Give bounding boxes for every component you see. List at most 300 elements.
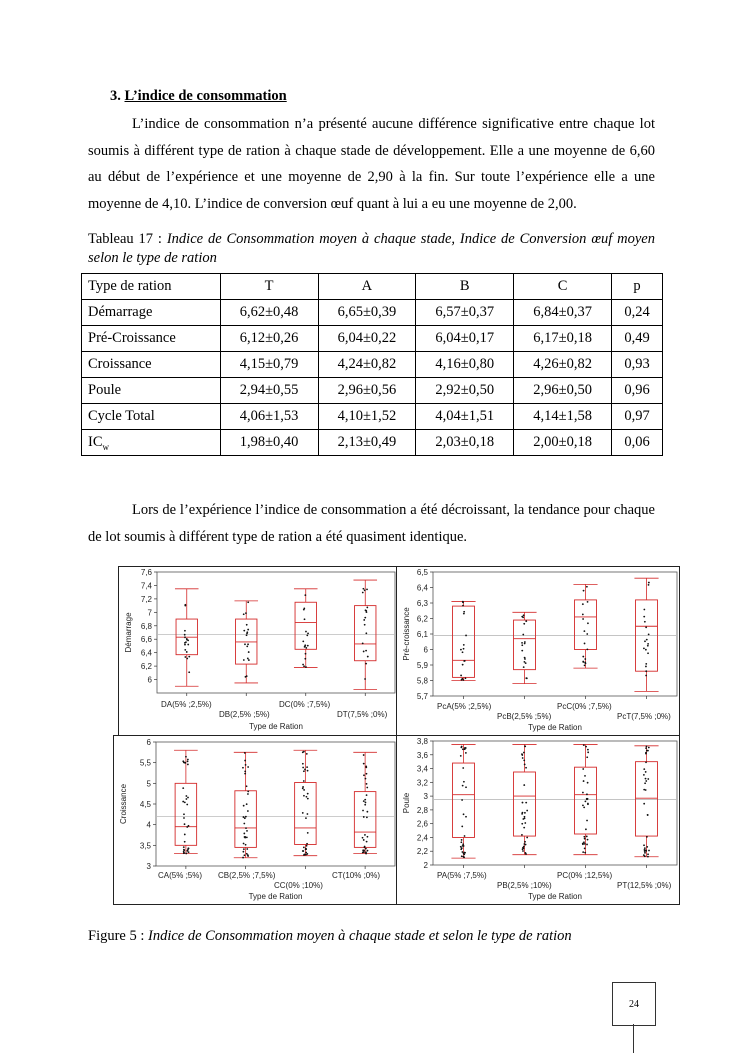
data-point: [586, 844, 588, 846]
data-point: [247, 658, 249, 660]
box-group: [634, 745, 658, 857]
y-tick-label: 6,8: [140, 621, 152, 631]
data-point: [306, 843, 308, 845]
data-point: [523, 784, 525, 786]
data-point: [587, 749, 589, 751]
data-point: [187, 797, 189, 799]
boxplot-precroissance: [397, 567, 679, 735]
cell: 6,04±0,22: [318, 326, 416, 352]
data-point: [247, 643, 249, 645]
data-point: [302, 812, 304, 814]
data-point: [463, 660, 465, 662]
data-point: [462, 843, 464, 845]
category-label: PA(5% ;7,5%): [437, 871, 487, 880]
data-point: [645, 649, 647, 651]
data-point: [465, 635, 467, 637]
box-group: [294, 750, 318, 856]
table-row: [82, 378, 663, 404]
data-point: [523, 614, 525, 616]
data-point: [183, 852, 185, 854]
section-heading: [110, 88, 287, 105]
data-point: [583, 590, 585, 592]
data-point: [247, 791, 249, 793]
data-point: [521, 813, 523, 815]
data-point: [243, 816, 245, 818]
data-point: [521, 823, 523, 825]
data-point: [246, 848, 248, 850]
data-point: [184, 656, 186, 658]
data-point: [243, 833, 245, 835]
y-tick-label: 6,1: [416, 630, 428, 639]
data-point: [644, 782, 646, 784]
data-point: [303, 854, 305, 856]
category-label: DT(7,5% ;0%): [337, 710, 388, 719]
y-tick-label: 6,5: [416, 568, 428, 577]
data-point: [522, 757, 524, 759]
data-point: [647, 645, 649, 647]
header-c: C: [514, 274, 612, 300]
data-point: [523, 843, 525, 845]
icw-subscript: w: [102, 441, 109, 452]
data-point: [365, 663, 367, 665]
table-caption: [88, 230, 655, 268]
data-point: [643, 647, 645, 649]
data-point: [587, 751, 589, 753]
data-point: [587, 622, 589, 624]
data-point: [243, 848, 245, 850]
category-label: PB(2,5% ;10%): [497, 881, 552, 890]
data-point: [362, 837, 364, 839]
data-point: [364, 589, 366, 591]
data-point: [462, 845, 464, 847]
data-point: [243, 659, 245, 661]
cell: 0,97: [612, 404, 663, 430]
data-point: [461, 679, 463, 681]
y-tick-label: 6,2: [140, 662, 152, 672]
data-point: [645, 670, 647, 672]
data-point: [523, 752, 525, 754]
data-point: [583, 744, 585, 746]
data-point: [524, 841, 526, 843]
data-point: [647, 814, 649, 816]
data-point: [304, 594, 306, 596]
data-point: [247, 810, 249, 812]
data-point: [363, 774, 365, 776]
y-tick-label: 6: [146, 738, 151, 747]
x-axis-label: Type de Ration: [248, 892, 303, 901]
box-iqr: [575, 600, 597, 650]
chart-panel-croissance: [113, 735, 398, 905]
data-point: [304, 644, 306, 646]
data-point: [304, 769, 306, 771]
data-point: [185, 853, 187, 855]
boxplot-demarrage: [119, 567, 397, 735]
data-point: [586, 756, 588, 758]
page-number-box: [612, 982, 656, 1026]
data-point: [184, 801, 186, 803]
data-point: [584, 843, 586, 845]
data-point: [645, 778, 647, 780]
data-point: [306, 753, 308, 755]
data-point: [186, 658, 188, 660]
data-point: [525, 802, 527, 804]
category-label: CC(0% ;10%): [274, 881, 323, 890]
data-point: [460, 675, 462, 677]
data-point: [307, 770, 309, 772]
data-point: [584, 664, 586, 666]
data-point: [582, 614, 584, 616]
data-point: [522, 802, 524, 804]
plot-frame: [157, 572, 395, 693]
category-label: DC(0% ;7,5%): [279, 700, 331, 709]
data-point: [521, 642, 523, 644]
cell: 2,94±0,55: [220, 378, 318, 404]
category-label: CA(5% ;5%): [158, 871, 203, 880]
box-group: [573, 584, 597, 668]
y-axis-label: Pré-croissance: [402, 607, 411, 661]
data-point: [524, 818, 526, 820]
y-tick-label: 4: [146, 820, 151, 830]
section-title: L’indice de consommation: [124, 88, 287, 104]
category-label: PT(12,5% ;0%): [617, 881, 672, 890]
boxplot-croissance: [114, 736, 397, 904]
data-point: [461, 826, 463, 828]
boxplot-poule: [397, 736, 679, 904]
data-point: [305, 647, 307, 649]
data-point: [367, 656, 369, 658]
data-point: [460, 841, 462, 843]
data-point: [587, 798, 589, 800]
data-point: [366, 783, 368, 785]
data-point: [582, 768, 584, 770]
data-point: [582, 805, 584, 807]
data-point: [586, 793, 588, 795]
box-iqr: [453, 763, 475, 837]
data-point: [247, 855, 249, 857]
data-point: [645, 747, 647, 749]
data-point: [302, 786, 304, 788]
data-point: [247, 629, 249, 631]
data-point: [583, 836, 585, 838]
data-point: [184, 604, 186, 606]
header-t: T: [220, 274, 318, 300]
data-point: [244, 773, 246, 775]
y-tick-label: 6,3: [416, 599, 428, 608]
table-row: [82, 300, 663, 326]
data-point: [648, 582, 650, 584]
box-group: [451, 601, 475, 681]
y-tick-label: 3,2: [416, 778, 428, 788]
data-point: [183, 813, 185, 815]
data-point: [461, 799, 463, 801]
data-point: [362, 588, 364, 590]
table-row: [82, 326, 663, 352]
data-point: [525, 853, 527, 855]
box-group: [174, 750, 198, 854]
data-point: [583, 841, 585, 843]
data-point: [363, 800, 365, 802]
data-point: [463, 648, 465, 650]
data-point: [187, 764, 189, 766]
y-axis-label: Poule: [402, 792, 411, 814]
data-point: [246, 631, 248, 633]
data-point: [643, 616, 645, 618]
data-point: [463, 781, 465, 783]
data-point: [526, 677, 528, 679]
data-point: [184, 649, 186, 651]
chart-panel-poule: [396, 735, 680, 905]
box-group: [353, 752, 377, 854]
data-point: [522, 850, 524, 852]
data-point: [306, 634, 308, 636]
data-point: [645, 675, 647, 677]
data-point: [182, 801, 184, 803]
data-point: [367, 836, 369, 838]
data-point: [303, 789, 305, 791]
data-point: [587, 782, 589, 784]
data-point: [187, 644, 189, 646]
data-point: [523, 623, 525, 625]
data-point: [524, 812, 526, 814]
y-tick-label: 3,4: [416, 764, 428, 774]
category-label: PcC(0% ;7,5%): [557, 702, 612, 711]
box-group: [512, 612, 536, 683]
category-label: DA(5% ;2,5%): [161, 700, 212, 709]
y-tick-label: 7,2: [140, 594, 152, 604]
data-point: [187, 639, 189, 641]
data-point: [523, 827, 525, 829]
data-point: [584, 658, 586, 660]
page-number-rule: [633, 1024, 634, 1053]
cell: 2,03±0,18: [416, 430, 514, 456]
data-point: [587, 803, 589, 805]
data-point: [186, 651, 188, 653]
cell: 4,15±0,79: [220, 352, 318, 378]
data-point: [645, 753, 647, 755]
data-point: [306, 845, 308, 847]
y-tick-label: 3: [423, 792, 428, 802]
data-point: [243, 843, 245, 845]
data-point: [645, 666, 647, 668]
data-point: [186, 850, 188, 852]
data-point: [646, 639, 648, 641]
data-point: [185, 795, 187, 797]
data-point: [183, 846, 185, 848]
data-point: [365, 851, 367, 853]
data-point: [363, 816, 365, 818]
y-tick-label: 7: [147, 608, 152, 618]
data-point: [465, 752, 467, 754]
data-point: [244, 817, 246, 819]
chart-panel-precroissance: [396, 566, 680, 736]
data-point: [365, 632, 367, 634]
data-point: [461, 746, 463, 748]
data-point: [366, 607, 368, 609]
data-point: [462, 605, 464, 607]
paragraph-1: L’indice de consommation n’a présenté aucune différence significative entre chaque lot soumis à différent type de ration à chaque stade de développement. Elle a une moyenne de 6,60 au début de l’expérience et une moyenne de 2,90 à la fin. Sur toute l’expérience elle a une moyenne de 4,10. L’indice de conversion œuf quant à lui a eu une moyenne de 2,00.: [88, 116, 655, 212]
cell: 0,06: [612, 430, 663, 456]
data-point: [243, 805, 245, 807]
header-a: A: [318, 274, 416, 300]
data-point: [645, 626, 647, 628]
row-label: Pré-Croissance: [82, 326, 221, 352]
data-point: [244, 752, 246, 754]
data-point: [465, 816, 467, 818]
cell: 6,57±0,37: [416, 300, 514, 326]
data-point: [462, 767, 464, 769]
data-point: [366, 773, 368, 775]
data-point: [302, 763, 304, 765]
figure-caption-title: Indice de Consommation moyen à chaque stade et selon le type de ration: [148, 928, 572, 944]
cell: 4,04±1,51: [416, 404, 514, 430]
y-tick-label: 6,4: [140, 648, 152, 658]
figure-caption-prefix: Figure 5 :: [88, 928, 149, 944]
data-point: [365, 650, 367, 652]
y-tick-label: 2,8: [416, 805, 428, 815]
data-point: [302, 751, 304, 753]
category-label: PcT(7,5% ;0%): [617, 712, 671, 721]
data-point: [242, 857, 244, 859]
data-point: [246, 853, 248, 855]
row-label-icw: [82, 430, 221, 456]
data-point: [582, 792, 584, 794]
y-tick-label: 2,2: [416, 847, 428, 857]
data-point: [463, 853, 465, 855]
row-label: Cycle Total: [82, 404, 221, 430]
data-point: [646, 846, 648, 848]
table-caption-title: Indice de Consommation moyen à chaque stade, Indice de Conversion œuf moyen selon le type de ration: [88, 231, 655, 266]
data-point: [306, 766, 308, 768]
data-point: [366, 841, 368, 843]
data-point: [460, 755, 462, 757]
data-point: [305, 666, 307, 668]
row-label: Démarrage: [82, 300, 221, 326]
data-point: [365, 778, 367, 780]
data-point: [645, 789, 647, 791]
data-point: [304, 658, 306, 660]
data-point: [363, 839, 365, 841]
data-point: [645, 663, 647, 665]
cell: 4,26±0,82: [514, 352, 612, 378]
box-group: [234, 601, 258, 683]
data-point: [525, 767, 527, 769]
data-point: [585, 662, 587, 664]
data-point: [645, 850, 647, 852]
data-point: [582, 661, 584, 663]
data-point: [185, 798, 187, 800]
table-header-row: [82, 274, 663, 300]
icw-label: $IC_w$: [88, 433, 109, 452]
data-point: [305, 848, 307, 850]
data-point: [582, 656, 584, 658]
data-point: [645, 771, 647, 773]
data-point: [302, 767, 304, 769]
data-point: [643, 844, 645, 846]
data-point: [303, 770, 305, 772]
data-point: [364, 678, 366, 680]
y-tick-label: 6: [147, 675, 152, 685]
data-point: [182, 760, 184, 762]
data-point: [245, 816, 247, 818]
data-point: [523, 759, 525, 761]
data-point: [244, 643, 246, 645]
data-point: [362, 849, 364, 851]
chart-panel-demarrage: [118, 566, 398, 736]
data-point: [305, 854, 307, 856]
box-iqr: [175, 783, 197, 845]
data-point: [464, 852, 466, 854]
data-point: [643, 774, 645, 776]
cell: 6,17±0,18: [514, 326, 612, 352]
data-point: [307, 832, 309, 834]
data-point: [307, 793, 309, 795]
data-point: [366, 787, 368, 789]
y-tick-label: 5,7: [416, 692, 428, 701]
data-point: [521, 644, 523, 646]
data-point: [246, 785, 248, 787]
data-point: [245, 844, 247, 846]
data-point: [246, 634, 248, 636]
cell: 4,14±1,58: [514, 404, 612, 430]
data-point: [644, 852, 646, 854]
data-point: [524, 658, 526, 660]
row-label: Poule: [82, 378, 221, 404]
data-point: [307, 813, 309, 815]
data-point: [184, 841, 186, 843]
cell: 4,24±0,82: [318, 352, 416, 378]
data-point: [247, 793, 249, 795]
data-point: [184, 834, 186, 836]
data-point: [303, 846, 305, 848]
cell: 4,16±0,80: [416, 352, 514, 378]
data-point: [305, 653, 307, 655]
data-point: [582, 843, 584, 845]
data-point: [188, 847, 190, 849]
data-point: [586, 633, 588, 635]
table-row: [82, 404, 663, 430]
data-point: [183, 849, 185, 851]
data-point: [582, 618, 584, 620]
data-point: [186, 826, 188, 828]
header-type-ration: Type de ration: [82, 274, 221, 300]
header-b: B: [416, 274, 514, 300]
y-tick-label: 3,5: [139, 841, 151, 851]
data-point: [461, 855, 463, 857]
y-tick-label: 5: [146, 779, 151, 789]
cell: 6,12±0,26: [220, 326, 318, 352]
data-point: [303, 665, 305, 667]
data-point: [363, 619, 365, 621]
data-point: [364, 834, 366, 836]
data-point: [184, 630, 186, 632]
data-point: [647, 643, 649, 645]
data-point: [243, 630, 245, 632]
data-point: [363, 763, 365, 765]
data-point: [462, 601, 464, 603]
data-point: [647, 778, 649, 780]
data-point: [365, 802, 367, 804]
data-point: [185, 756, 187, 758]
y-tick-label: 7,4: [140, 581, 152, 591]
y-tick-label: 2: [423, 861, 428, 870]
data-point: [302, 850, 304, 852]
data-point: [244, 837, 246, 839]
data-point: [643, 803, 645, 805]
data-point: [584, 643, 586, 645]
data-point: [522, 616, 524, 618]
y-tick-label: 4,5: [139, 800, 151, 809]
data-point: [245, 612, 247, 614]
